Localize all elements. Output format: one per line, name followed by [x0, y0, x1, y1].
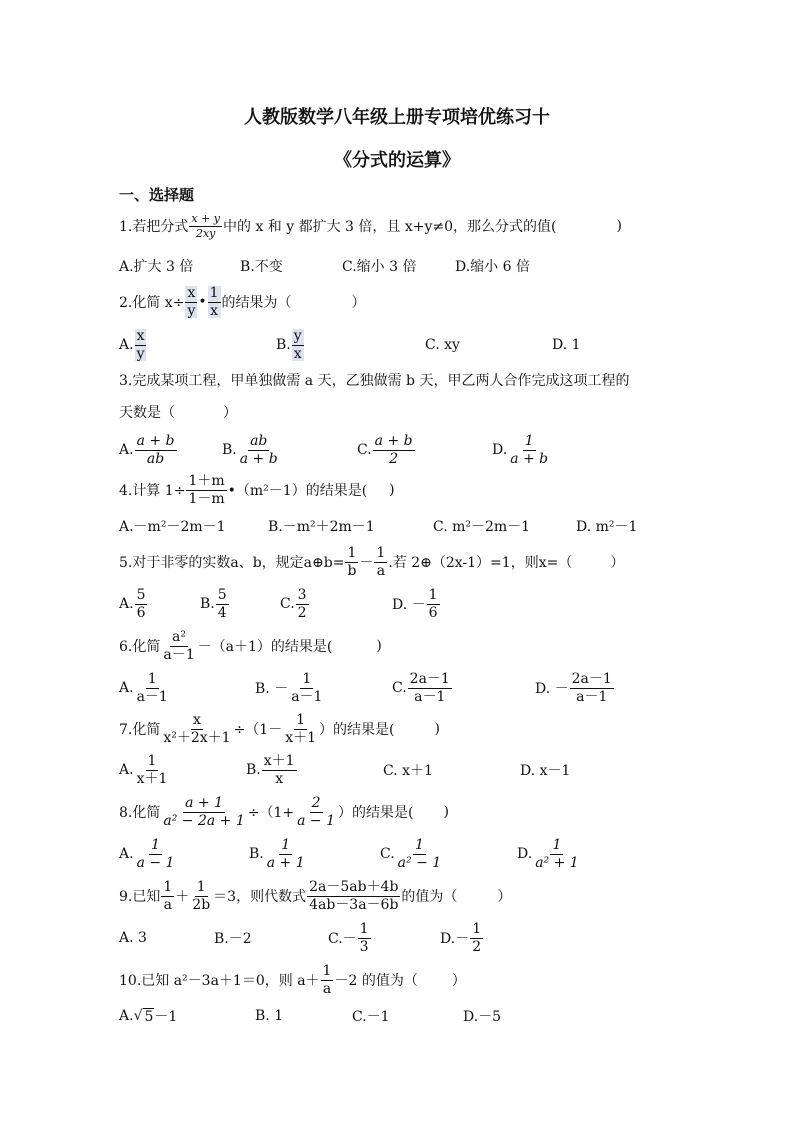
- question-7: 7.化简 $\frac{x}{\text{x²＋2x＋1}}$ ÷（1－ $\frac{1}{x+1}$ ）的结果是( ): [119, 711, 440, 746]
- option-d: D.－5: [463, 1009, 502, 1025]
- question-9: 9.已知 $\frac{1}{a}$ ＋ $\frac{1}{2b}$ ＝3，则代数式 $\frac{2a-5ab+4b}{4ab-3a-6b}$ 的值为（ ）: [119, 878, 512, 913]
- question-4: 4.计算 1÷ $\frac{1+m}{1-m}$ •（m²－1）的结果是( ): [119, 472, 395, 507]
- option-c: C.－1: [352, 1009, 390, 1025]
- option-a: A. $\frac{5}{6}$: [119, 586, 146, 621]
- fraction: $\frac{x}{y}$: [187, 284, 196, 319]
- option-d: D.缩小 6 倍: [455, 259, 530, 275]
- page-subtitle: 《分式的运算》: [334, 150, 460, 171]
- option-d: D.－ $\frac{1}{2}$: [440, 920, 482, 955]
- option-d: D. － $\frac{2a-1}{a-1}$: [535, 670, 612, 705]
- option-a: A. $\frac{1}{a-1}$: [119, 670, 168, 705]
- option-c: C. $\frac{a + b}{2}$: [357, 432, 413, 467]
- option-b: B. $\frac{5}{4}$: [200, 586, 227, 621]
- question-10: 10.已知 a²－3a＋1＝0，则 a＋ $\frac{1}{a}$ －2 的值为（ ）: [119, 962, 466, 997]
- option-a: A.－m²－2m－1: [119, 519, 226, 535]
- option-c: C. xy: [425, 337, 460, 353]
- question-2: 2.化简 x÷ $\frac{x}{y}$ • $\frac{1}{x}$ 的结果为（ ）: [119, 284, 366, 319]
- option-a: A. $\frac{1}{a - 1}$: [119, 836, 175, 871]
- option-b: B. － $\frac{1}{a-1}$: [255, 670, 323, 705]
- option-a: A. √ 5 －1: [119, 1008, 178, 1025]
- question-3-line-2: 天数是（ ）: [119, 405, 237, 421]
- option-d: D. x－1: [520, 763, 571, 779]
- option-d: D. 1: [552, 337, 581, 353]
- option-b: B. $\frac{1}{a + 1}$: [249, 836, 305, 871]
- option-c: C. m²－2m－1: [433, 519, 531, 535]
- option-a: A. $\frac{1}{x+1}$: [119, 752, 168, 787]
- option-d: D. m²－1: [576, 519, 638, 535]
- section-heading: 一、选择题: [119, 186, 195, 204]
- option-c: C.缩小 3 倍: [342, 259, 417, 275]
- fraction: $\frac{1}{x}$: [209, 284, 219, 319]
- option-c: C. $\frac{3}{2}$: [280, 586, 307, 621]
- question-5: 5.对于非零的实数a、b，规定a⊕b= $\frac{1}{b}$ － $\frac{1}{a}$ .若 2⊕（2x-1）=1，则x=（ ）: [119, 544, 625, 579]
- option-d: D. － $\frac{1}{6}$: [392, 586, 438, 621]
- option-c: C. x＋1: [383, 763, 433, 779]
- option-b: B. 1: [255, 1008, 284, 1024]
- question-3-line-1: 3.完成某项工程，甲单独做需 a 天，乙独做需 b 天，甲乙两人合作完成这项工程的: [119, 373, 630, 389]
- option-d: D. $\frac{1}{\text{a² + 1}}$: [517, 836, 579, 871]
- option-a: A. 3: [119, 930, 147, 946]
- option-b: B.－m²＋2m－1: [268, 519, 375, 535]
- sqrt-sign: √: [133, 1008, 143, 1024]
- question-6: 6.化简 $\frac{\text{a²}}{a-1}$ －（a＋1）的结果是( ): [119, 628, 382, 663]
- question-8: 8.化简 $\frac{a + 1}{\text{a² − 2a + 1}}$ ÷（1+ $\frac{2}{a - 1}$ ）的结果是( ): [119, 794, 449, 829]
- option-b: B.－2: [214, 931, 252, 947]
- page-title: 人教版数学八年级上册专项培优练习十: [244, 107, 550, 128]
- fraction: $\frac{x + y}{2xy}$: [191, 211, 220, 240]
- option-c: C.－ $\frac{1}{3}$: [328, 920, 369, 955]
- option-a: A.扩大 3 倍: [119, 259, 194, 275]
- option-d: D. $\frac{1}{a + b}$: [492, 432, 549, 467]
- option-b: B. $\frac{x+1}{x}$: [246, 752, 295, 787]
- option-c: C. $\frac{2a-1}{a-1}$: [392, 670, 450, 705]
- question-1: 1.若把分式 $\frac{x + y}{2xy}$ 中的 x 和 y 都扩大 3 倍，且 x+y≠0，那么分式的值( ): [119, 211, 622, 240]
- option-c: C. $\frac{1}{\text{a² − 1}}$: [380, 836, 442, 871]
- option-b: B.不变: [240, 259, 283, 275]
- option-a: A. $\frac{a + b}{ab}$: [119, 432, 175, 467]
- option-b: B. $\frac{ab}{a + b}$: [222, 432, 278, 467]
- option-b: B. $\frac{y}{x}$: [276, 327, 302, 362]
- option-a: A. $\frac{x}{y}$: [119, 327, 145, 362]
